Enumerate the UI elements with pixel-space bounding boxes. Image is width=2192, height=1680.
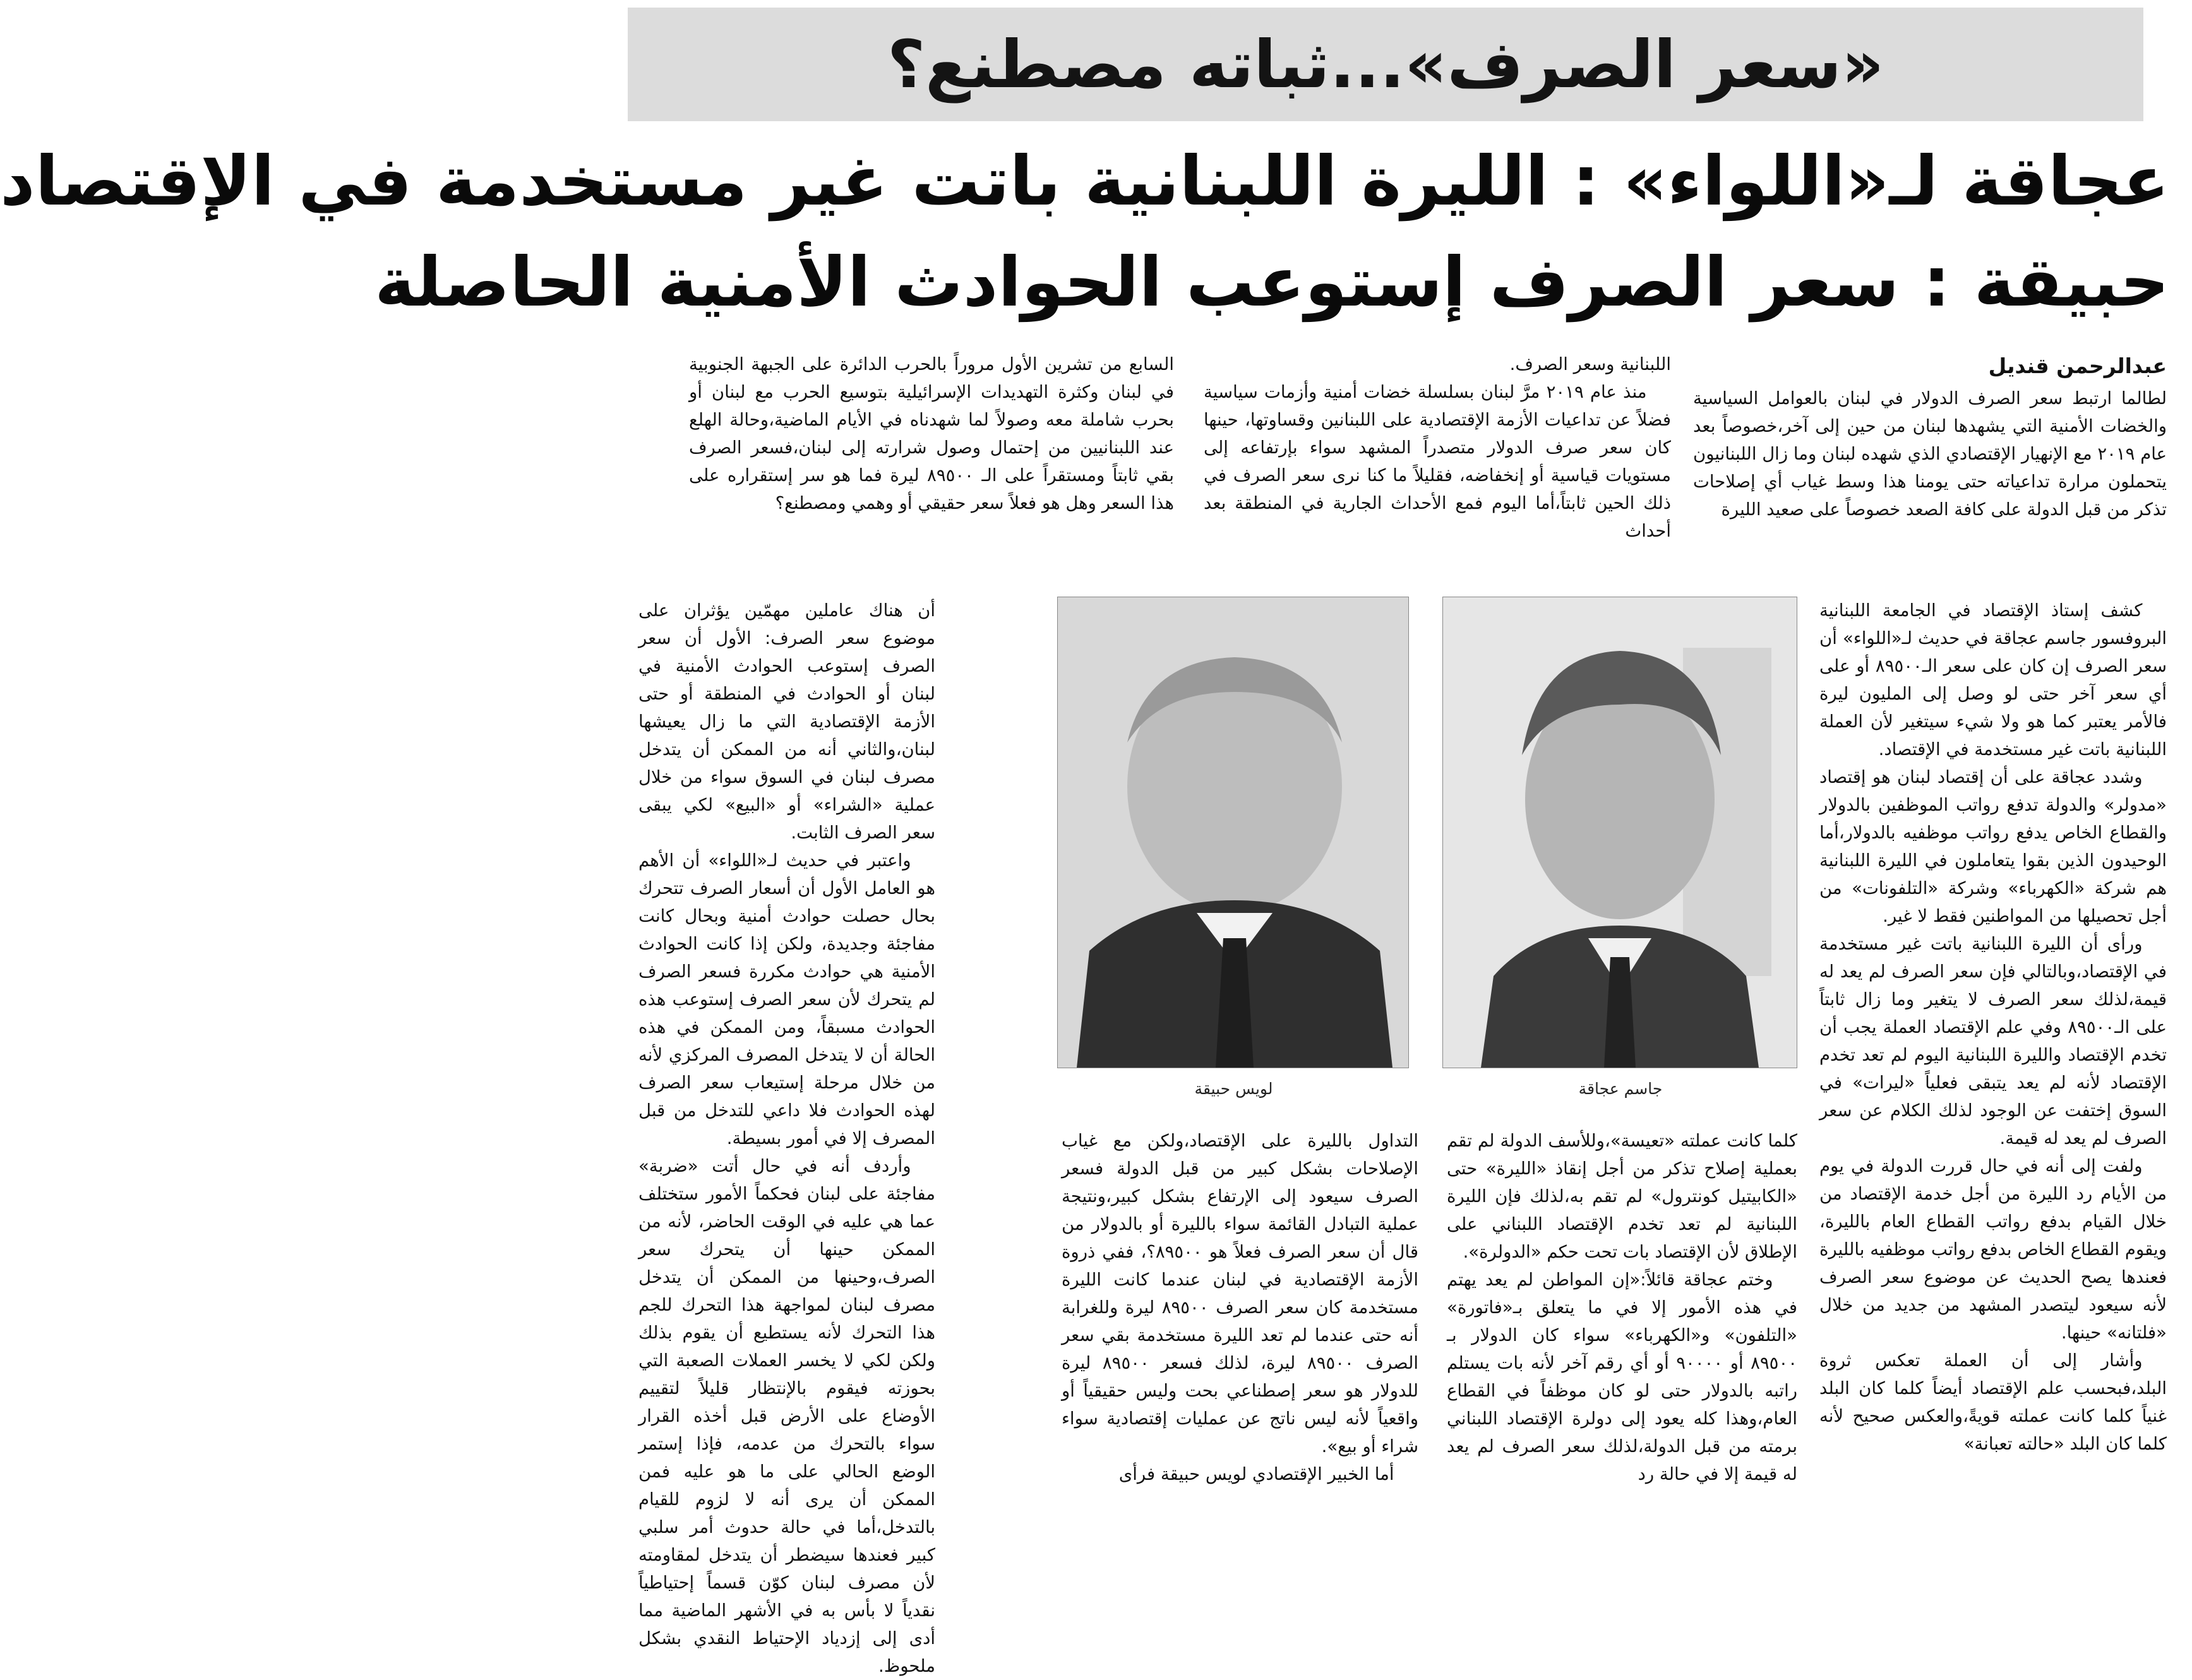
article-paragraph: كشف إستاذ الإقتصاد في الجامعة اللبنانية البروفسور جاسم عجاقة في حديث لـ«اللواء» أن سعر الصرف إن كان على سعر الـ٨٩٥٠٠ أو على أي سعر آخر حتى لو وصل إلى المليون ليرة فالأمر يعتبر كما هو ولا شيء سيتغير لأن العملة اللبنانية باتت غير مستخدمة في الإقتصاد.	[1819, 600, 2167, 760]
intro-paragraph: منذ عام ٢٠١٩ مرَّ لبنان بسلسلة خضات أمنية وأزمات سياسية فضلاً عن تداعيات الأزمة الإقتصادية على اللبنانين وقساوتها، حينها كان سعر صرف الدولار متصدراً المشهد سواء بإرتفاعه إلى مستويات قياسية أو إنخفاضه، فقليلاً ما كنا نرى سعر الصرف في ذلك الحين ثابتاً،أما اليوم فمع الأحداث الجارية في المنطقة بعد أحداث	[1204, 382, 1671, 541]
author-byline: عبدالرحمن قنديل	[1988, 354, 2167, 378]
article-paragraph: وشدد عجاقة على أن إقتصاد لبنان هو إقتصاد «مدولر» والدولة تدفع رواتب الموظفين بالدولار والقطاع الخاص يدفع رواتب موظفيه بالدولار،أما الوحيدون الذين بقوا يتعاملون في الليرة اللبنانية هم شركة «الكهرباء» وشركة «التلفونات» من أجل تحصيلها من المواطنين فقط لا غير.	[1819, 767, 2167, 926]
portrait-illustration	[1443, 597, 1797, 1068]
article-column-4	[1062, 1127, 1419, 1484]
article-paragraph: أما الخبير الإقتصادي لويس حبيقة فرأى	[1118, 1464, 1394, 1484]
portrait-photo-jasem-ajaka	[1442, 597, 1797, 1068]
photo-caption: لويس حبيقة	[1194, 1080, 1273, 1098]
article-paragraph: التداول بالليرة على الإقتصاد،ولكن مع غياب الإصلاحات بشكل كبير من قبل الدولة فسعر الصرف سيعود إلى الإرتفاع بشكل كبير،ونتيجة عملية التبادل القائمة سواء بالليرة أو بالدولار من قال أن سعر الصرف فعلاً هو ٨٩٥٠٠؟، ففي ذروة الأزمة الإقتصادية في لبنان عندما كانت الليرة مستخدمة كان سعر الصرف ٨٩٥٠٠ ليرة وللغرابة أنه حتى عندما لم تعد الليرة مستخدمة بقي سعر الصرف ٨٩٥٠٠ ليرة، لذلك فسعر ٨٩٥٠٠ ليرة للدولار هو سعر إصطناعي بحت وليس حقيقياً أو واقعياً لأنه ليس ناتج عن عمليات إقتصادية سواء شراء أو بيع».	[1062, 1131, 1419, 1457]
section-banner	[628, 8, 2143, 121]
article-paragraph: ولفت إلى أنه في حال قررت الدولة في يوم من الأيام رد الليرة من أجل خدمة الإقتصاد من خلال القيام بدفع رواتب القطاع العام بالليرة، ويقوم القطاع الخاص بدفع رواتب موظفيه بالليرة فعندها يصح الحديث عن موضوع سعر الصرف لأنه سيعود ليتصدر المشهد من جديد من خلال «فلتانه» حينها.	[1819, 1156, 2167, 1343]
headline-2: حبيقة : سعر الصرف إستوعب الحوادث الأمنية الحاصلة	[374, 243, 2169, 322]
intro-column-3	[689, 350, 1174, 571]
article-paragraph: وختم عجاقة قائلاً:«إن المواطن لم يعد يهتم في هذه الأمور إلا في ما يتعلق بـ«فاتورة» «التلفون» و«الكهرباء» سواء كان الدولار بـ ٨٩٥٠٠ أو ٩٠٠٠٠ أو أي رقم آخر لأنه بات يستلم راتبه بالدولار حتى لو كان موظفاً في القطاع العام،وهذا كله يعود إلى دولرة الإقتصاد اللبناني برمته من قبل الدولة،لذلك سعر الصرف لم يعد له قيمة إلا في حالة رد	[1447, 1270, 1797, 1484]
headline-1: عجاقة لـ«اللواء» : الليرة اللبنانية باتت غير مستخدمة في الإقتصاد	[0, 142, 2169, 221]
article-column-3	[1447, 1127, 1797, 1484]
article-paragraph: وأردف أنه في حال أتت «ضربة» مفاجئة على لبنان فحكماً الأمور ستختلف عما هي عليه في الوقت الحاضر، لأنه من الممكن حينها أن يتحرك سعر الصرف،وحينها من الممكن أن يتدخل مصرف لبنان لمواجهة هذا التحرك للجم هذا التحرك لأنه يستطيع أن يقوم بذلك ولكن لكي لا يخسر العملات الصعبة التي بحوزته فيقوم بالإنتظار قليلاً لتقييم الأوضاع على الأرض قبل أخذه القرار سواء بالتحرك من عدمه، فإذا إستمر الوضع الحالي على ما هو عليه فمن الممكن أن يرى أنه لا لزوم للقيام بالتدخل،أما في حالة حدوث أمر سلبي كبير فعندها سيضطر أن يتدخل لمقاومته لأن مصرف لبنان كوّن قسماً إحتياطياً نقدياً لا بأس به في الأشهر الماضية مما أدى إلى إزدياد الإحتياط النقدي بشكل ملحوظ.	[638, 1156, 935, 1676]
photo-caption: جاسم عجاقة	[1578, 1080, 1663, 1098]
article-column-1	[1819, 597, 2167, 1480]
article-paragraph: وأشار إلى أن العملة تعكس ثروة البلد،فبحسب علم الإقتصاد أيضاً كلما كان البلد غنياً كلما كانت عملته قويةً،والعكس صحيح لأنه كلما كان البلد «حالته تعبانة»	[1819, 1350, 2167, 1454]
column-divider	[610, 584, 2192, 585]
intro-paragraph: السابع من تشرين الأول مروراً بالحرب الدائرة على الجبهة الجنوبية في لبنان وكثرة التهديدات الإسرائيلية بتوسيع الحرب مع لبنان أو بحرب شاملة معه وصولاً لما شهدناه في الأيام الماضية،وحالة الهلع عند اللبنانيين من إحتمال وصول شرارته إلى لبنان،فسعر الصرف بقي ثابتاً ومستقراً على الـ ٨٩٥٠٠ ليرة فما هو سر إستقراره على هذا السعر وهل هو فعلاً سعر حقيقي أو وهمي ومصطنع؟	[689, 354, 1174, 513]
portrait-illustration	[1058, 597, 1408, 1068]
intro-column-1	[1693, 350, 2167, 571]
banner-title: «سعر الصرف»...ثباته مصطنع؟	[887, 26, 1884, 103]
intro-paragraph: لطالما ارتبط سعر الصرف الدولار في لبنان بالعوامل السياسية والخضات الأمنية التي يشهدها لبنان من حين إلى آخر،خصوصاً بعد عام ٢٠١٩ مع الإنهيار الإقتصادي الذي شهده لبنان وما زال اللبنانيون يتحملون مرارة تداعياته حتى يومنا هذا وسط غياب أي إصلاحات تذكر من قبل الدولة على كافة الصعد خصوصاً على صعيد الليرة	[1693, 388, 2167, 520]
intro-column-2	[1204, 350, 1671, 571]
article-paragraph: أن هناك عاملين مهمّين يؤثران على موضوع سعر الصرف: الأول أن سعر الصرف إستوعب الحوادث الأمنية في لبنان أو الحوادث في المنطقة أو حتى الأزمة الإقتصادية التي ما زال يعيشها لبنان،والثاني أنه من الممكن أن يتدخل مصرف لبنان في السوق سواء من خلال عملية «الشراء» أو «البيع» لكي يبقى سعر الصرف الثابت.	[638, 600, 935, 843]
intro-paragraph: اللبنانية وسعر الصرف.	[1509, 354, 1671, 374]
article-paragraph: واعتبر في حديث لـ«اللواء» أن الأهم هو العامل الأول أن أسعار الصرف تتحرك بحال حصلت حوادث أمنية وبحال كانت مفاجئة وجديدة، ولكن إذا كانت الحوادث الأمنية هي حوادث مكررة فسعر الصرف لم يتحرك لأن سعر الصرف إستوعب هذه الحوادث مسبقاً، ومن الممكن في هذه الحالة أن لا يتدخل المصرف المركزي لأنه من خلال مرحلة إستيعاب سعر الصرف لهذه الحوادث فلا داعي للتدخل من قبل المصرف إلا في أمور بسيطة.	[638, 850, 935, 1148]
article-paragraph: كلما كانت عملته «تعيسة»،وللأسف الدولة لم تقم بعملية إصلاح تذكر من أجل إنقاذ «الليرة» حتى «الكابيتيل كونترول» لم تقم به،لذلك فإن الليرة اللبنانية لم تعد تخدم الإقتصاد اللبناني على الإطلاق لأن الإقتصاد بات تحت حكم «الدولرة».	[1447, 1131, 1797, 1262]
portrait-photo-louis-hobeika	[1057, 597, 1409, 1068]
article-column-2	[638, 597, 935, 1676]
article-paragraph: ورأى أن الليرة اللبنانية باتت غير مستخدمة في الإقتصاد،وبالتالي فإن سعر الصرف لم يعد له قيمة،لذلك سعر الصرف لا يتغير وما زال ثابتاً على الـ٨٩٥٠٠ وفي علم الإقتصاد العملة يجب أن تخدم الإقتصاد والليرة اللبنانية اليوم لم تعد تخدم الإقتصاد لأنه لم يعد يتبقى فعلياً «ليرات» في السوق إختفت عن الوجود لذلك الكلام عن سعر الصرف لم يعد له قيمة.	[1819, 934, 2167, 1148]
